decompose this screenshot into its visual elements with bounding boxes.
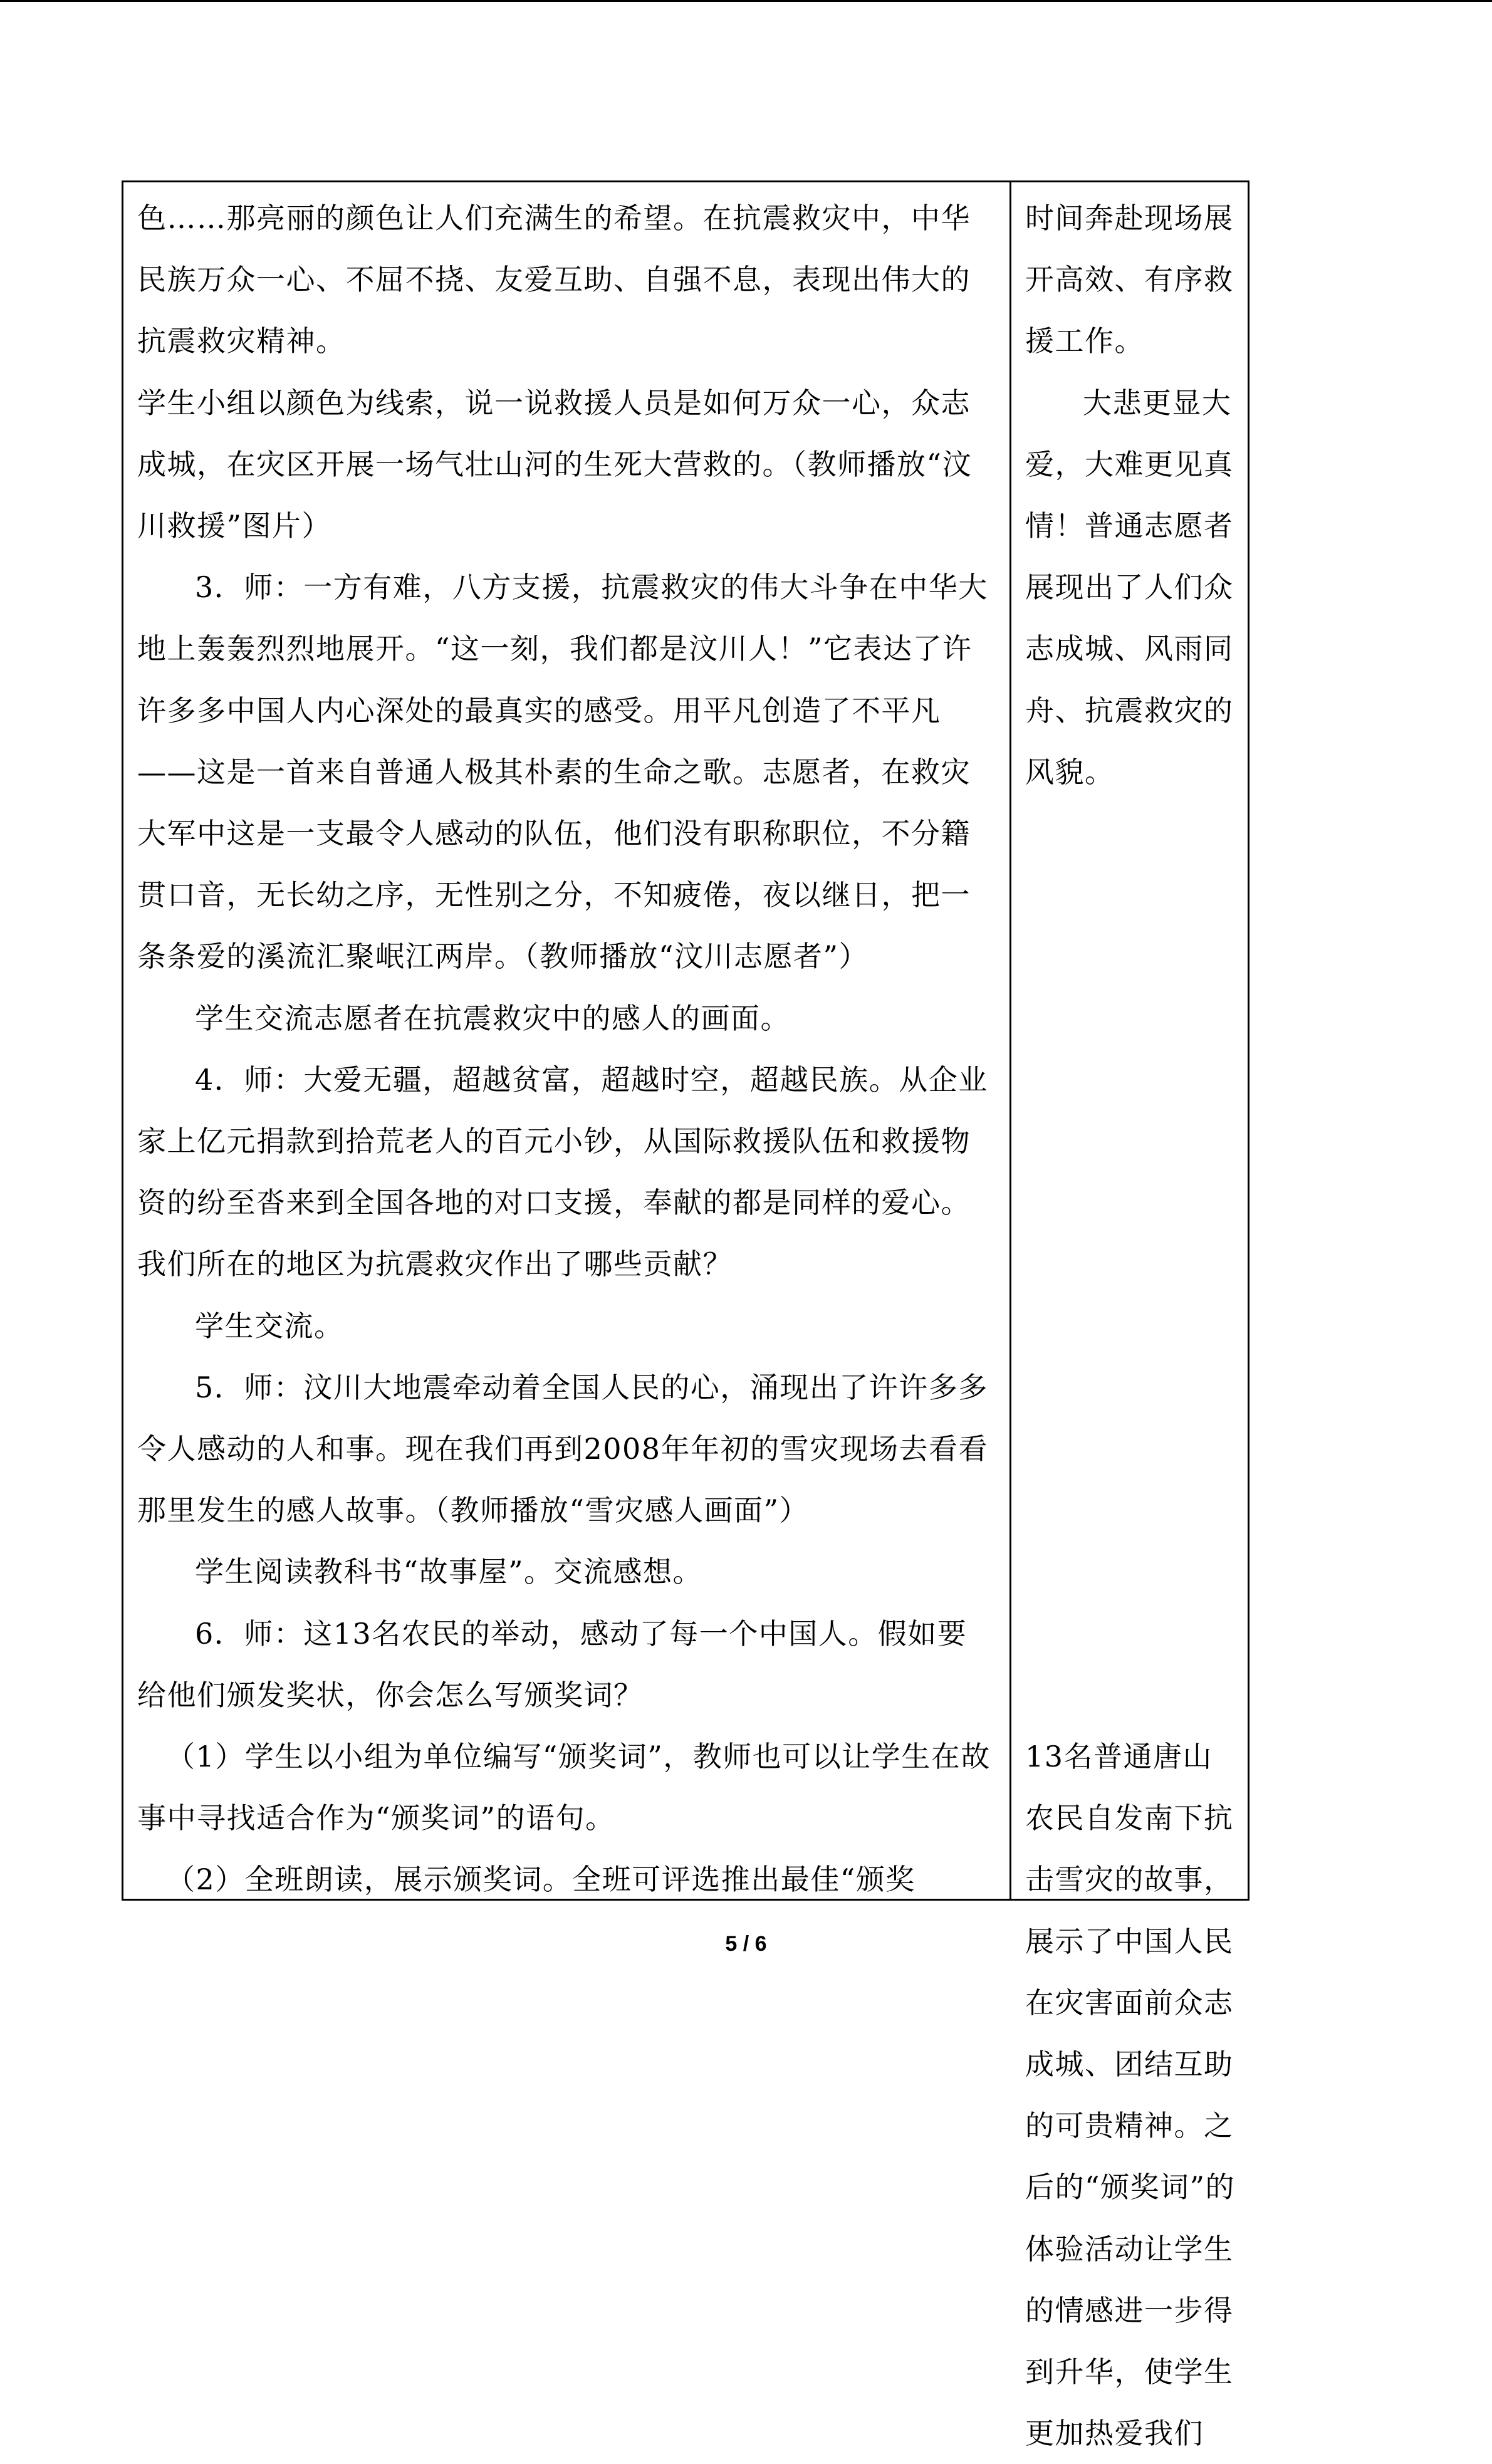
main-paragraph: 5．师：汶川大地震牵动着全国人民的心，涌现出了许许多多令人感动的人和事。现在我们再到2008年年初的雪灾现场去看看那里发生的感人故事。（教师播放“雪灾感人画面”） [137, 1370, 989, 1528]
main-paragraph: 6．师：这13名农民的举动，感动了每一个中国人。假如要给他们颁发奖状，你会怎么写颁奖词？ [137, 1616, 968, 1712]
page-number: 5 / 6 [725, 1932, 767, 1956]
main-paragraph: 4．师：大爱无疆，超越贫富，超越时空，超越民族。从企业家上亿元捐款到拾荒老人的百元小钞，从国际救援队伍和救援物资的纷至沓来到全国各地的对口支援，奉献的都是同样的爱心。我们所在的地区为抗震救灾作出了哪些贡献？ [137, 1062, 988, 1282]
design-intent-column [1011, 182, 1248, 2451]
note-paragraph: 时间奔赴现场展开高效、有序救援工作。 [1025, 201, 1234, 358]
teaching-process-column [123, 182, 1011, 1899]
main-paragraph: （2）全班朗读，展示颁奖词。全班可评选推出最佳“颁奖 [166, 1862, 916, 1897]
main-paragraph: 学生交流。 [195, 1308, 344, 1343]
note-paragraph: 大悲更显大爱，大难更见真情！普通志愿者展现出了人们众志成城、风雨同舟、抗震救灾的风貌。 [1025, 385, 1234, 789]
main-paragraph: 色……那亮丽的颜色让人们充满生的希望。在抗震救灾中，中华民族万众一心、不屈不挠、友爱互助、自强不息，表现出伟大的抗震救灾精神。 [137, 201, 971, 358]
main-paragraph: 学生阅读教科书“故事屋”。交流感想。 [195, 1555, 703, 1589]
main-paragraph: 学生交流志愿者在抗震救灾中的感人的画面。 [195, 1001, 790, 1035]
notes-blank-space [1025, 803, 1239, 1726]
note-paragraph: 13名普通唐山农民自发南下抗击雪灾的故事，展示了中国人民在灾害面前众志成城、团结互助的可贵精神。之后的“颁奖词”的体验活动让学生的情感进一步得到升华，使学生更加热爱我们 [1025, 1740, 1236, 2451]
page-top-border [0, 0, 1492, 2]
main-paragraph: 3．师：一方有难，八方支援，抗震救灾的伟大斗争在中华大地上轰轰烈烈地展开。“这一刻，我们都是汶川人！”它表达了许许多多中国人内心深处的最真实的感受。用平凡创造了不平凡——这是一首来自普通人极其朴素的生命之歌。志愿者，在救灾大军中这是一支最令人感动的队伍，他们没有职称职位，不分籍贯口音，无长幼之序，无性别之分，不知疲倦，夜以继日，把一条条爱的溪流汇聚岷江两岸。（教师播放“汶川志愿者”） [137, 570, 988, 974]
main-paragraph: （1）学生以小组为单位编写“颁奖词”，教师也可以让学生在故事中寻找适合作为“颁奖词”的语句。 [137, 1740, 991, 1835]
main-paragraph: 学生小组以颜色为线索，说一说救援人员是如何万众一心，众志成城，在灾区开展一场气壮山河的生死大营救的。（教师播放“汶川救援”图片） [137, 385, 973, 543]
